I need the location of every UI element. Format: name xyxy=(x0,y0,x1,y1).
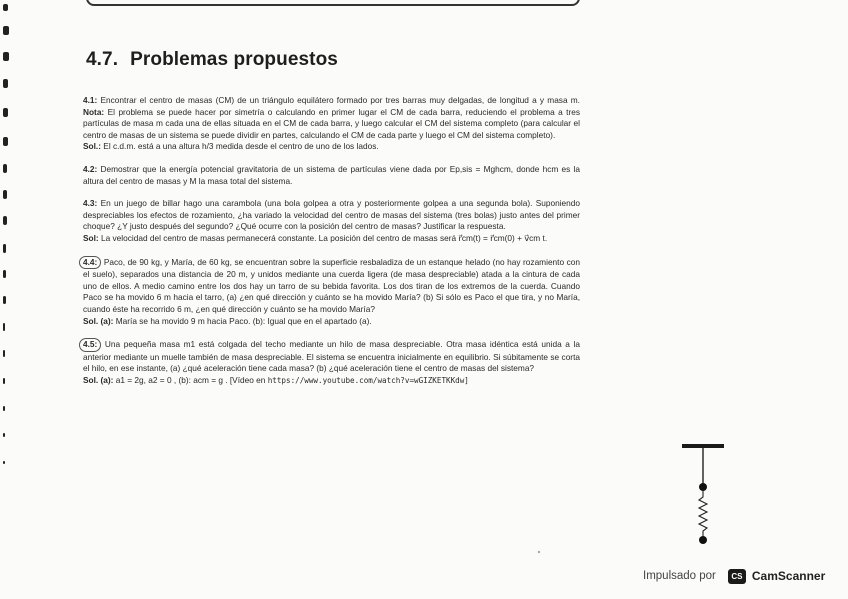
note-label: Nota: xyxy=(83,106,105,117)
solution-label: Sol.: xyxy=(83,141,101,152)
powered-by-text: Impulsado por xyxy=(643,570,716,582)
mass-2 xyxy=(699,536,707,544)
spring-mass-figure xyxy=(676,441,732,551)
solution-text: a1 = 2g, a2 = 0 , (b): acm = g . [Vídeo en xyxy=(115,374,266,385)
camscanner-logo-icon: CS xyxy=(728,569,746,584)
solution-label: Sol. (a): xyxy=(83,315,114,326)
ceiling-bar xyxy=(682,444,724,448)
problem-number: 4.5: xyxy=(79,338,101,352)
mass-1 xyxy=(699,483,707,491)
problem-number: 4.4: xyxy=(79,256,101,270)
scanner-watermark xyxy=(643,566,825,586)
scan-speck xyxy=(538,551,540,553)
problem-4-5 xyxy=(83,338,580,386)
problem-text: En un juego de billar hago una carambola (una bola golpea a otra y posteriormente golpea a una segunda bola). Suponiendo despreciables los efectos de rozamiento, ¿ha variado la velocidad del centro de masas del sistema (tres bolas) justo antes del primer choque? ¿Y justo después del segundo? ¿Qué ocurre con la posición del centro de masas? Justificar la respuesta. xyxy=(83,198,580,232)
problem-list xyxy=(83,95,580,397)
section-number: 4.7. xyxy=(86,49,119,70)
problem-number: 4.3: xyxy=(83,198,98,209)
top-frame-box xyxy=(86,0,580,6)
solution-text: La velocidad del centro de masas permanecerá constante. La posición del centro de masas será r⃗cm(t) = r⃗cm(0) + v⃗cm t. xyxy=(100,232,548,243)
problem-4-2 xyxy=(83,164,580,187)
note-text: El problema se puede hacer por simetría o calculando en primer lugar el CM de cada barra, reduciendo el problema a tres partículas de masa m cada una de ellas situada en el CM de cada barra, y luego calcular el CM del sistema completo (para calcular el centro de masas de un sistema se puede dividir en partes, calculando el CM de cada parte y luego el CM del sistema completo). xyxy=(83,106,580,140)
problem-number: 4.1: xyxy=(83,95,98,105)
problem-text: Demostrar que la energía potencial gravitatoria de un sistema de partículas viene dada por Ep,sis = Mghcm, donde hcm es la altura del centro de masas y M la masa total del sistema. xyxy=(83,163,580,186)
spring-coil xyxy=(699,491,707,537)
notebook-binding xyxy=(0,0,16,480)
problem-text: Una pequeña masa m1 está colgada del techo mediante un hilo de masa despreciable. Otra masa idéntica está unida a la anterior mediante un muelle también de masa despreciable. El sistema se encuentra inicialmente en equilibrio. Si súbitamente se corta el hilo, en ese instante, (a) ¿qué aceleración tiene cada masa? (b) ¿qué aceleración tiene el centro de masas del sistema? xyxy=(83,339,580,374)
problem-4-1 xyxy=(83,95,580,153)
section-heading xyxy=(86,49,338,71)
solution-text: El c.d.m. está a una altura h/3 medida desde el centro de uno de los lados. xyxy=(103,141,379,152)
problem-text: Paco, de 90 kg, y María, de 60 kg, se encuentran sobre la superficie resbaladiza de un estanque helado (no hay rozamiento con el suelo), separados una distancia de 20 m, y unidos mediante una cuerda ligera (de masa despreciable) atada a la cintura de cada uno de ellos. A medio camino entre los dos hay un tarro de su bebida favorita. Los dos tiran de los extremos de la cuerda. Cuando Paco se ha movido 6 m hacia el tarro, (a) ¿en qué dirección y cuánto se ha movido María? (b) Si sólo es Paco el que tira, y no María, cuando éste ha recorrido 6 m, ¿en qué dirección y cuánto se ha movido María? xyxy=(83,256,580,314)
section-title: Problemas propuestos xyxy=(130,49,338,70)
camscanner-brand: CamScanner xyxy=(751,569,826,583)
video-link[interactable]: https://www.youtube.com/watch?v=wGIZKETKKdw] xyxy=(267,375,469,385)
problem-4-3 xyxy=(83,198,580,244)
problem-4-4 xyxy=(83,256,580,328)
problem-number: 4.2: xyxy=(83,163,98,174)
solution-label: Sol: xyxy=(83,232,99,243)
problem-text: Encontrar el centro de masas (CM) de un triángulo equilátero formado por tres barras muy delgadas, de longitud a y masa m. xyxy=(100,95,580,105)
solution-text: María se ha movido 9 m hacia Paco. (b): Igual que en el apartado (a). xyxy=(115,315,372,326)
solution-label: Sol. (a): xyxy=(83,374,114,385)
